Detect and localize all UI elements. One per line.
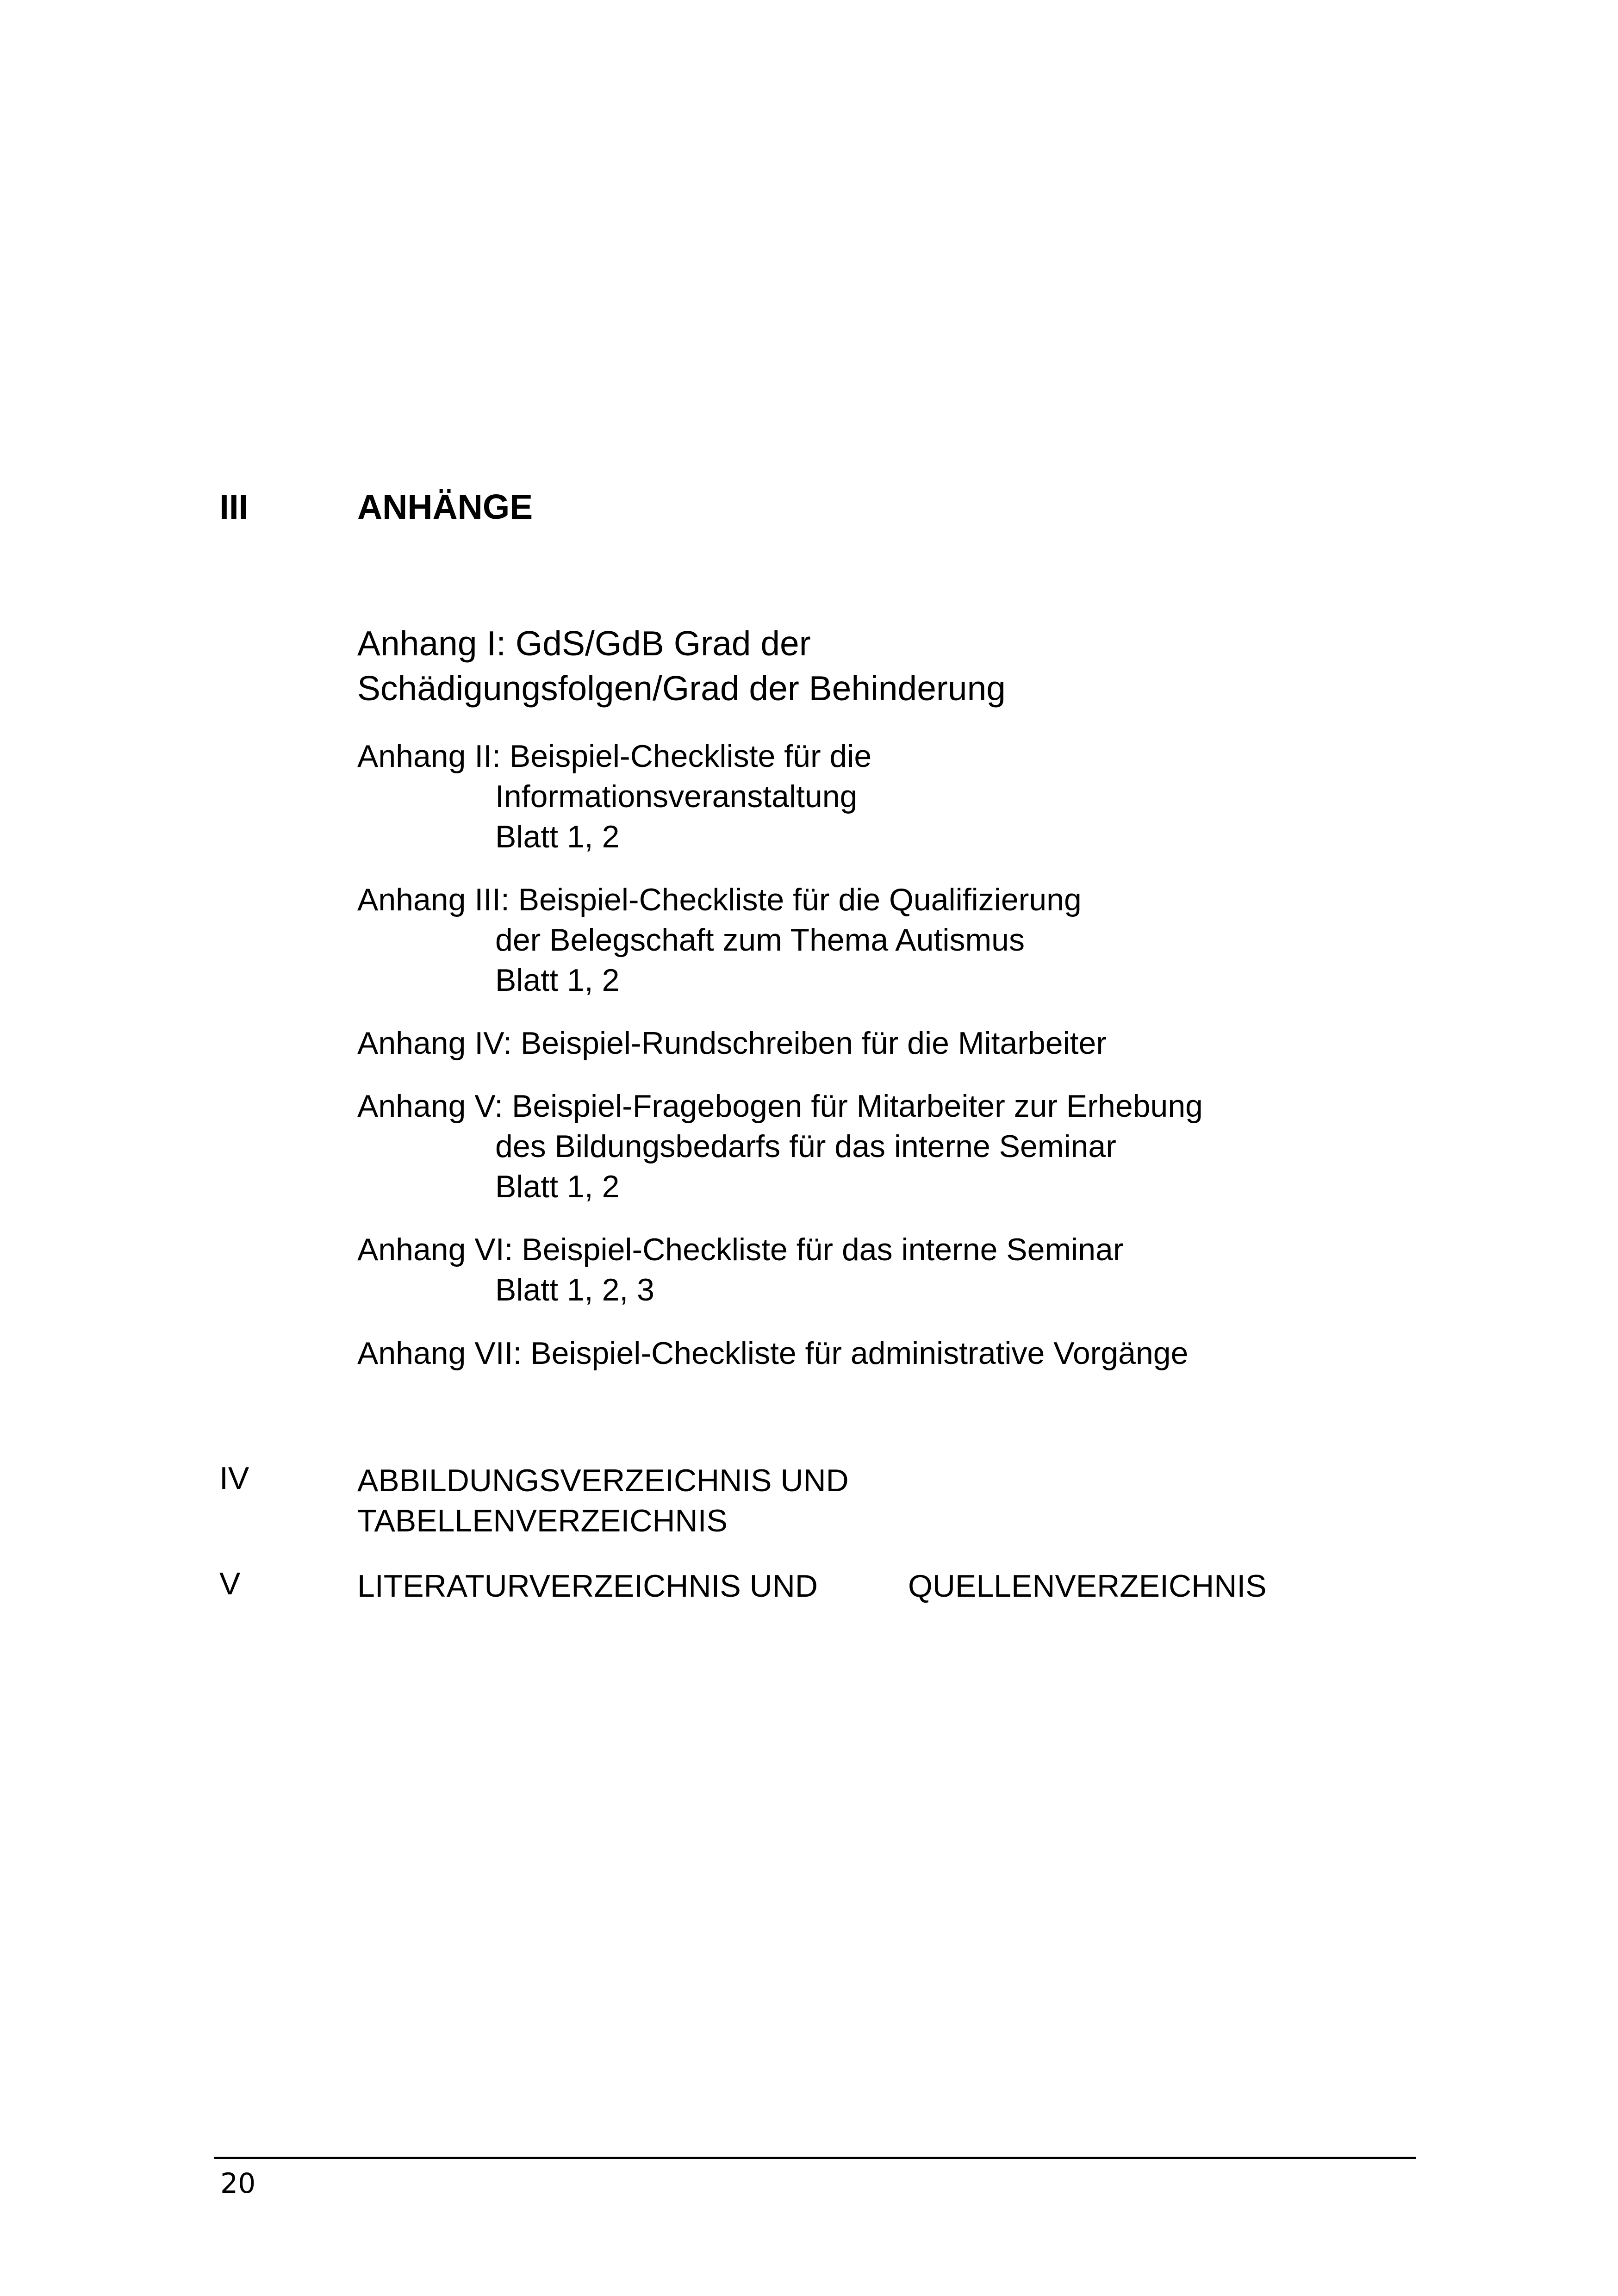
section-title: ANHÄNGE	[357, 487, 533, 526]
appendix-4-line-1: Anhang IV: Beispiel-Rundschreiben für die Mitarbeiter	[357, 1026, 1107, 1061]
appendix-5-line-2: des Bildungsbedarfs für das interne Seminar	[495, 1129, 1116, 1164]
appendix-5-line-1: Anhang V: Beispiel-Fragebogen für Mitarbeiter zur Erhebung	[357, 1089, 1203, 1124]
appendix-6-line-1: Anhang VI: Beispiel-Checkliste für das interne Seminar	[357, 1232, 1124, 1267]
appendix-7-line-1: Anhang VII: Beispiel-Checkliste für administrative Vorgänge	[357, 1336, 1189, 1371]
section-number: IV	[219, 1461, 249, 1496]
appendix-6-line-2: Blatt 1, 2, 3	[495, 1272, 654, 1307]
section-number: V	[219, 1566, 241, 1601]
appendix-5-line-3: Blatt 1, 2	[495, 1169, 620, 1204]
appendix-3-line-3: Blatt 1, 2	[495, 963, 620, 998]
section-title-line-1: ABBILDUNGSVERZEICHNIS UND	[357, 1463, 849, 1498]
page-number: 20	[220, 2167, 256, 2200]
appendix-3-line-1: Anhang III: Beispiel-Checkliste für die Qualifizierung	[357, 882, 1082, 917]
section-title-line-2: TABELLENVERZEICHNIS	[357, 1503, 728, 1538]
footer-rule	[214, 2157, 1416, 2159]
appendix-1-line-1: Anhang I: GdS/GdB Grad der	[357, 624, 811, 663]
section-title-part-2: QUELLENVERZEICHNIS	[908, 1568, 1267, 1604]
appendix-2-line-1: Anhang II: Beispiel-Checkliste für die	[357, 739, 872, 774]
appendix-3-line-2: der Belegschaft zum Thema Autismus	[495, 922, 1025, 958]
appendix-2-line-2: Informationsveranstaltung	[495, 779, 858, 814]
section-title-part-1: LITERATURVERZEICHNIS UND	[357, 1568, 818, 1604]
section-number: III	[219, 487, 249, 526]
appendix-1-line-2: Schädigungsfolgen/Grad der Behinderung	[357, 669, 1006, 708]
appendix-2-line-3: Blatt 1, 2	[495, 819, 620, 854]
